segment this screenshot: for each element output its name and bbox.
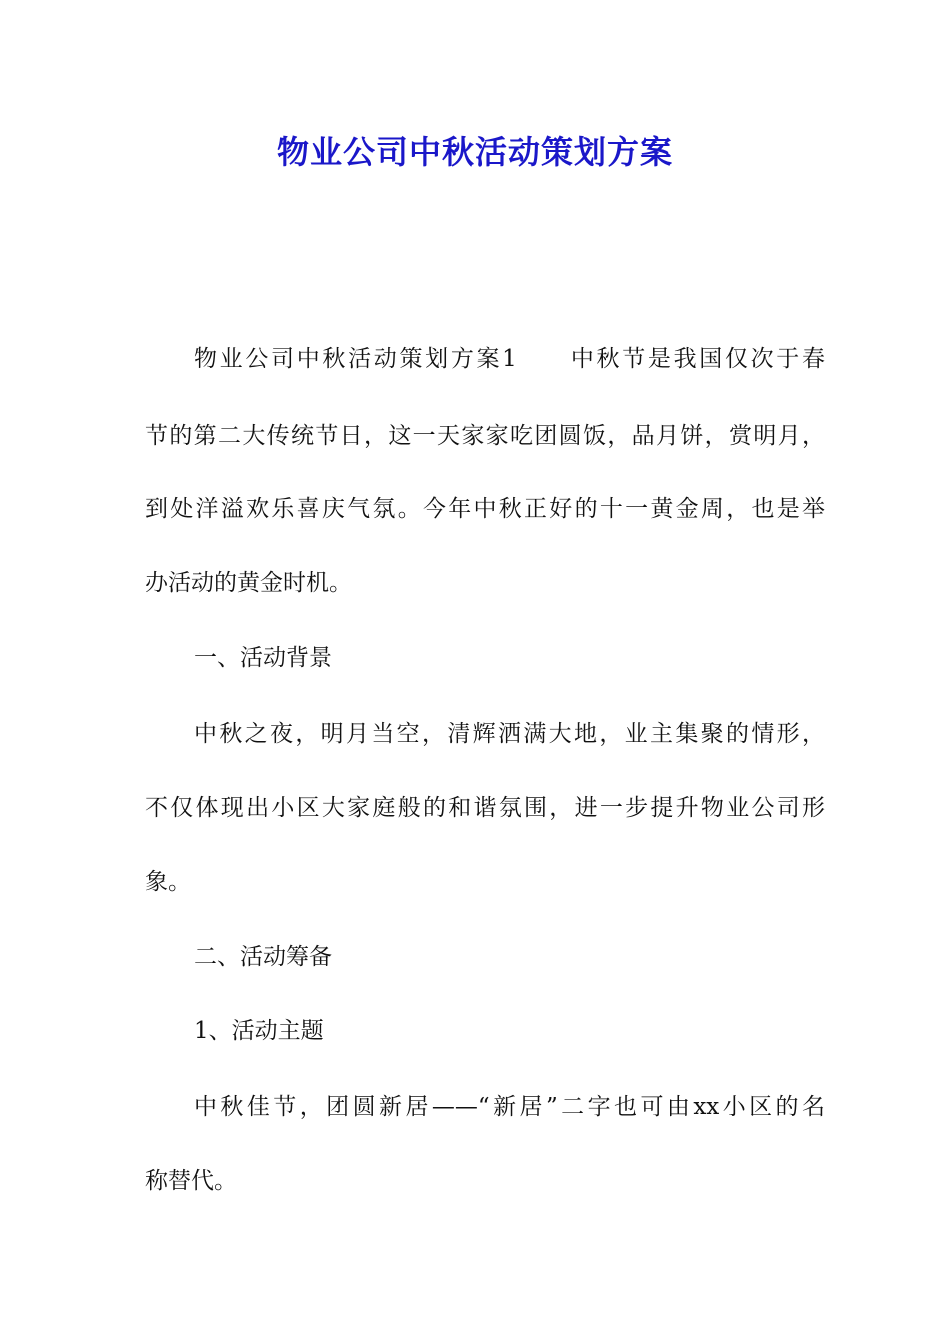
paragraph-line: 中秋佳节，团圆新居——“新居”二字也可由xx小区的名 [194,1094,825,1120]
paragraph-line: 节的第二大传统节日，这一天家家吃团圆饭，品月饼，赏明月， [145,423,825,449]
section-heading: 一、活动背景 [194,645,332,671]
subsection-heading: 1、活动主题 [194,1018,324,1044]
paragraph-line: 到处洋溢欢乐喜庆气氛。今年中秋正好的十一黄金周，也是举 [145,496,825,522]
paragraph-line: 中秋之夜，明月当空，清辉洒满大地，业主集聚的情形， [194,721,825,747]
document-title: 物业公司中秋活动策划方案 [276,133,673,171]
paragraph-line: 办活动的黄金时机。 [145,570,352,596]
paragraph-line: 称替代。 [145,1168,237,1194]
paragraph-line: 物业公司中秋活动策划方案1 中秋节是我国仅次于春 [194,346,825,372]
paragraph-line: 象。 [145,869,191,895]
paragraph-line: 不仅体现出小区大家庭般的和谐氛围，进一步提升物业公司形 [145,795,825,821]
section-heading: 二、活动筹备 [194,944,332,970]
